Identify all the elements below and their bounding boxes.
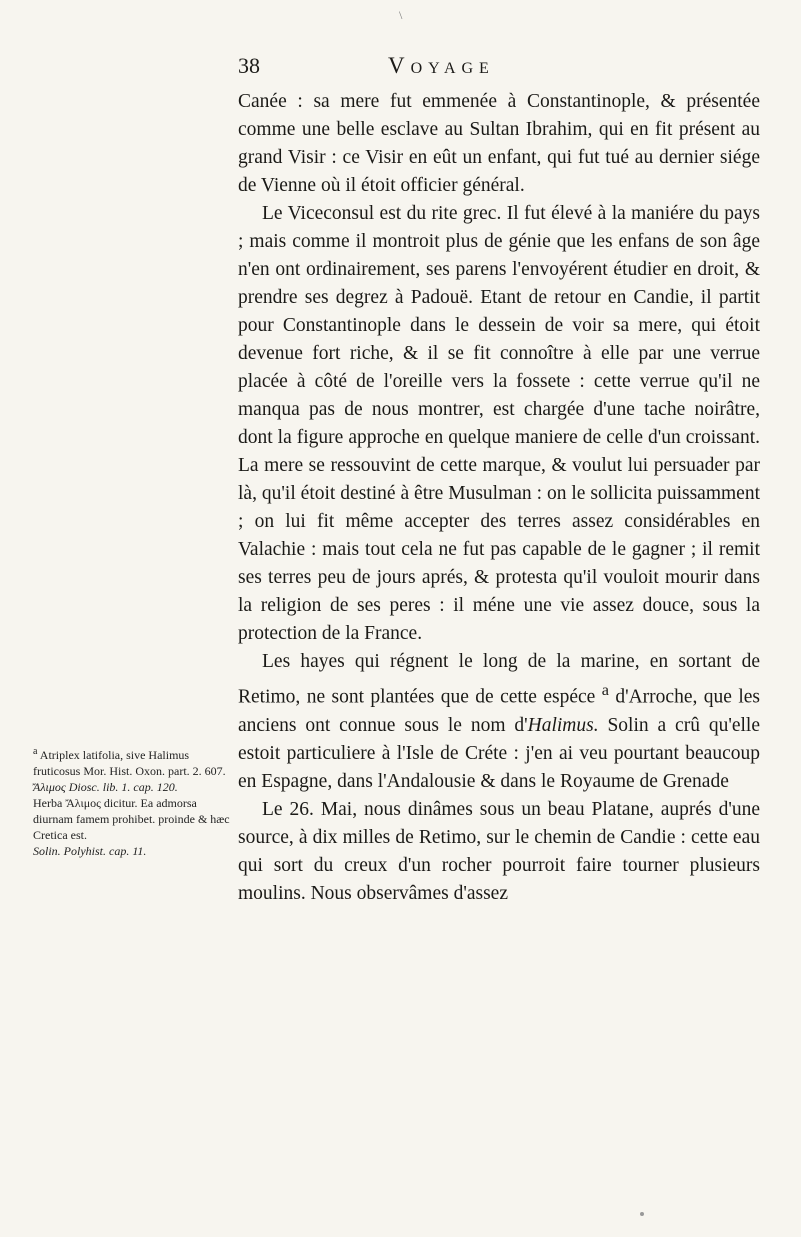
margin-note [33, 744, 231, 859]
paragraph-3 [238, 648, 760, 796]
paragraph-2: Le Viceconsul est du rite grec. Il fut élevé à la maniére du pays ; mais comme il montroit plus de génie que les enfans de son âge n'en ont ordinairement, ses parens l'envoyérent étudier en droit, & prendre ses degrez à Padouë. Etant de retour en Candie, il partit pour Constantinople dans le dessein de voir sa mere, qui étoit devenue fort riche, & il se fit connoître à elle par une verrue placée à côté de l'oreille vers la fossete : cette verrue qu'il ne manqua pas de nous montrer, est chargée d'une tache noirâtre, dont la figure approche en quelque maniere de celle d'un croissant. La mere se ressouvint de cette marque, & voulut lui persuader par là, qu'il étoit destiné à être Musulman : on le sollicita puissamment ; on lui fit même accepter des terres assez considérables en Valachie : mais tout cela ne fut pas capable de le gagner ; il remit ses terres peu de jours aprés, & protesta qu'il vouloit mourir dans la religion de ses peres : il méne une vie assez douce, sous la protection de la France. [238, 203, 760, 644]
greek-term: Ἄλιμος [33, 780, 66, 794]
paragraph-3-part-a: Les hayes qui régnent le long de la marine, en sortant de Retimo, ne sont plantées que de cette espéce [238, 651, 760, 708]
top-mark: \ [399, 8, 403, 22]
margin-note-1: $^a$ Atriplex latifolia, sive Halimus fruticosus Mor. Hist. Oxon. part. 2. 607. [33, 746, 226, 778]
halimus-term: Halimus. [527, 714, 599, 736]
paragraph-1: Canée : sa mere fut emmenée à Constantinople, & présentée comme une belle esclave au Sultan Ibrahim, qui en fit présent au grand Visir : ce Visir en eût un enfant, qui fut tué au dernier siége de Vienne où il étoit officier général. [238, 91, 760, 196]
ink-speck [640, 1212, 644, 1216]
running-head: Voyage [388, 53, 495, 78]
paragraph-3-part-c: Solin a crû qu'elle estoit particuliere à l'Isle de Créte : j'en ai veu pourtant beaucoup en Espagne, dans l'Andalousie & dans le Royaume de Grenade [238, 714, 760, 792]
paragraph-3-part-b: d'Arroche, que les anciens ont connue sous le nom d' [238, 686, 760, 736]
margin-note-2: Ἄλιμος Diosc. lib. 1. cap. 120. [33, 780, 178, 794]
margin-note-4: Solin. Polyhist. cap. 11. [33, 844, 147, 858]
page-header [238, 52, 758, 80]
footnote-marker: a [601, 681, 609, 699]
main-text [238, 88, 760, 908]
margin-note-marker: a [33, 746, 38, 757]
paragraph-4: Le 26. Mai, nous dinâmes sous un beau Platane, auprés d'une source, à dix milles de Retimo, sur le chemin de Candie : cette eau qui sort du creux d'un rocher pourroit faire tourner plusieurs moulins. Nous observâmes d'assez [238, 798, 760, 904]
margin-note-3: Herba Ἄλιμος dicitur. Ea admorsa diurnam famem prohibet. proinde & hæc Cretica est. [33, 796, 230, 842]
page-number: 38 [238, 53, 260, 78]
